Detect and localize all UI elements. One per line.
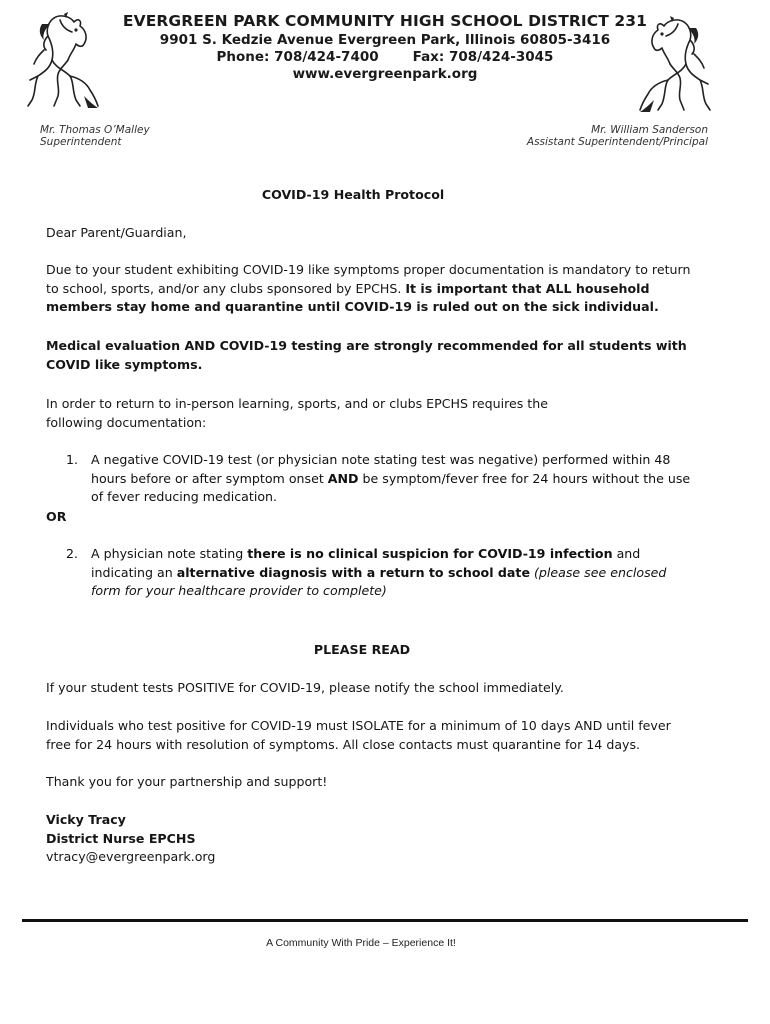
superintendent-name: Mr. Thomas O’Malley xyxy=(40,124,150,136)
please-read-heading: PLEASE READ xyxy=(313,642,411,657)
list-item-text-b: be symptom/fever free for 24 hours without the use of fever reducing medication. xyxy=(91,470,691,505)
phone-number: Phone: 708/424-7400 xyxy=(216,49,379,65)
paragraph-evaluation: Medical evaluation AND COVID-19 testing are strongly recommended for all students with COVID like symptoms. xyxy=(46,338,687,372)
fax-number: Fax: 708/424-3045 xyxy=(412,49,554,65)
paragraph-thanks: Thank you for your partnership and support! xyxy=(46,774,328,789)
paragraph-symptoms-text: Due to your student exhibiting COVID-19 like symptoms proper documentation is mandatory to return to school, sports, and/or any clubs sponsored by EPCHS. xyxy=(46,262,691,296)
district-name: EVERGREEN PARK COMMUNITY HIGH SCHOOL DISTRICT 231 xyxy=(122,12,648,30)
paragraph-positive: If your student tests POSITIVE for COVID-19, please notify the school immediately. xyxy=(46,680,564,695)
district-address: 9901 S. Kedzie Avenue Evergreen Park, Illinois 60805-3416 xyxy=(159,32,611,48)
list-item-emphasis: there is no clinical suspicion for COVID-19 infection xyxy=(247,546,613,561)
signature-name: Vicky Tracy xyxy=(46,812,126,827)
footer-motto: A Community With Pride – Experience It! xyxy=(266,937,456,949)
superintendent-block xyxy=(40,124,150,148)
signature-title: District Nurse EPCHS xyxy=(46,830,196,846)
salutation: Dear Parent/Guardian, xyxy=(46,225,187,240)
principal-block xyxy=(527,124,708,148)
list-item-text xyxy=(91,451,691,507)
mustang-horse-icon xyxy=(24,10,102,114)
signature-block xyxy=(46,811,696,867)
list-number: 2. xyxy=(66,546,79,561)
list-item-text xyxy=(91,545,691,601)
principal-title: Assistant Superintendent/Principal xyxy=(526,136,708,148)
list-item-note: (please see enclosed form for your healthcare provider to complete) xyxy=(91,564,667,599)
list-item-text-a: A negative COVID-19 test (or physician note stating test was negative) performed within 48 hours before or after symptom onset xyxy=(91,452,671,486)
list-item-emphasis: AND xyxy=(327,470,359,486)
paragraph-isolate: Individuals who test positive for COVID-19 must ISOLATE for a minimum of 10 days AND until fever free for 24 hours with resolution of symptoms. All close contacts must quarantine for 14 days. xyxy=(46,718,671,752)
or-label: OR xyxy=(46,509,67,524)
footer-divider xyxy=(22,919,748,922)
paragraph-symptoms-emphasis: It is important that ALL household members stay home and quarantine until COVID-19 is ruled out on the sick individual. xyxy=(46,280,659,315)
letter-title: COVID-19 Health Protocol xyxy=(261,187,445,202)
signature-email[interactable]: vtracy@evergreenpark.org xyxy=(46,849,216,865)
superintendent-title: Superintendent xyxy=(40,136,122,148)
list-item-emphasis: alternative diagnosis with a return to school date xyxy=(176,564,530,580)
list-number: 1. xyxy=(66,452,79,467)
paragraph-symptoms xyxy=(46,261,696,317)
website-link[interactable]: www.evergreenpark.org xyxy=(292,66,478,82)
contact-line xyxy=(110,49,660,65)
list-item-text-a: A physician note stating xyxy=(91,546,248,561)
principal-name: Mr. William Sanderson xyxy=(591,124,708,136)
paragraph-requirements: In order to return to in-person learning, sports, and or clubs EPCHS requires the following documentation: xyxy=(46,396,548,430)
list-item-text-b: and indicating an xyxy=(91,546,641,580)
